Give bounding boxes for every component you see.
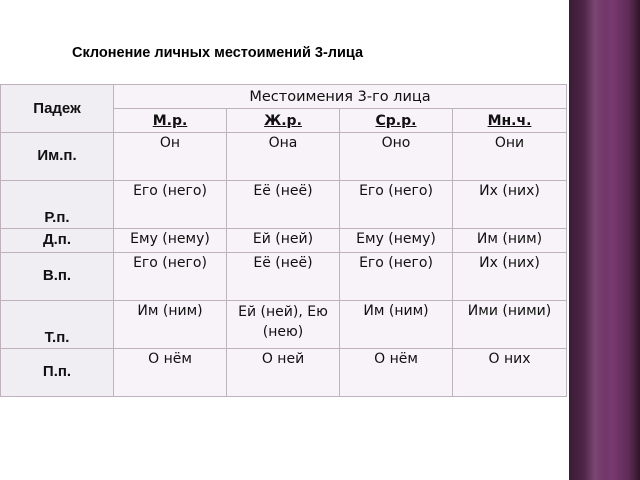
table-row (1, 133, 567, 181)
table-row (1, 349, 567, 397)
table-cell: О нём (114, 349, 227, 397)
table-cell: Ему (нему) (114, 229, 227, 253)
case-label: Д.п. (1, 229, 114, 253)
table-row (1, 253, 567, 301)
table-cell: О нём (340, 349, 453, 397)
decorative-side-bar-highlight (584, 0, 606, 480)
table-cell: Ей (ней), Ею (нею) (227, 301, 340, 349)
table-cell: Их (них) (453, 181, 567, 229)
case-label: Т.п. (1, 301, 114, 349)
table-cell: Он (114, 133, 227, 181)
table-cell: Им (ним) (453, 229, 567, 253)
table-cell: Его (него) (114, 181, 227, 229)
table-cell: Ему (нему) (340, 229, 453, 253)
table-cell: Его (него) (340, 181, 453, 229)
declension-table (0, 84, 567, 397)
case-column-header: Падеж (1, 85, 114, 133)
table-cell: Она (227, 133, 340, 181)
gender-header-masculine: М.р. (114, 109, 227, 133)
table-cell: Оно (340, 133, 453, 181)
table-row (1, 301, 567, 349)
table-cell: Его (него) (114, 253, 227, 301)
case-label: Им.п. (1, 133, 114, 181)
gender-header-feminine: Ж.р. (227, 109, 340, 133)
table-cell: Им (ним) (114, 301, 227, 349)
table-cell: Их (них) (453, 253, 567, 301)
table-cell: О ней (227, 349, 340, 397)
table-cell: Им (ним) (340, 301, 453, 349)
table-cell: Ей (ней) (227, 229, 340, 253)
case-label: Р.п. (1, 181, 114, 229)
table-cell: Его (него) (340, 253, 453, 301)
gender-header-neuter: Ср.р. (340, 109, 453, 133)
table-cell: Ими (ними) (453, 301, 567, 349)
table-row (1, 181, 567, 229)
table-row (1, 229, 567, 253)
slide-title: Склонение личных местоимений 3-лица (72, 45, 364, 61)
table-cell: Её (неё) (227, 181, 340, 229)
table-cell: Её (неё) (227, 253, 340, 301)
pronoun-group-header: Местоимения 3-го лица (114, 85, 567, 109)
case-label: В.п. (1, 253, 114, 301)
table-cell: Они (453, 133, 567, 181)
table-cell: О них (453, 349, 567, 397)
case-label: П.п. (1, 349, 114, 397)
gender-header-plural: Мн.ч. (453, 109, 567, 133)
